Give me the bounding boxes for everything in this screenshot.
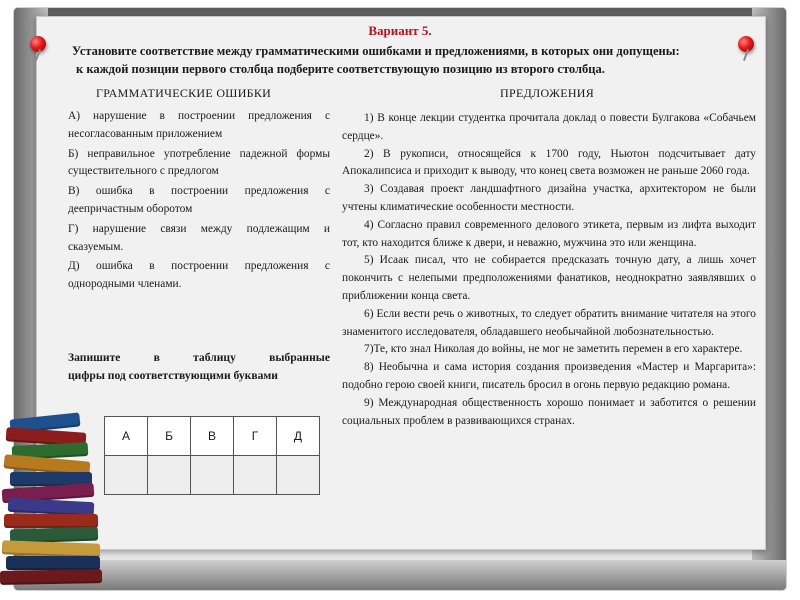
sentence-item: 5) Исаак писал, что не собирается предсказать точную дату, а лишь хочет покончить с нелепыми предположениями фанатиков, неоднократно заявлявших о приближении конца света.	[342, 254, 756, 302]
answer-header-cell: Г	[234, 417, 277, 456]
answer-header-cell: А	[105, 417, 148, 456]
answer-header-cell: В	[191, 417, 234, 456]
answer-header-cell: Д	[277, 417, 320, 456]
instruction-line-1: Запишите в таблицу выбранные	[68, 351, 330, 364]
sentence-item: 1) В конце лекции студентка прочитала доклад о повести Булгакова «Собачьем сердце».	[342, 112, 756, 142]
errors-header: ГРАММАТИЧЕСКИЕ ОШИБКИ	[96, 86, 272, 100]
errors-column	[68, 108, 330, 296]
error-item: Г) нарушение связи между подлежащим и сказуемым.	[68, 222, 330, 253]
answer-header-cell: Б	[148, 417, 191, 456]
sentences-column	[342, 110, 756, 430]
variant-title: Вариант 5.	[368, 23, 432, 38]
book-stack-icon	[0, 412, 112, 596]
answer-table	[104, 416, 320, 495]
answer-cell[interactable]	[191, 456, 234, 495]
sentence-item: 9) Международная общественность хорошо понимает и заботится о решении социальных проблем в развивающихся странах.	[342, 396, 756, 427]
answer-cell[interactable]	[148, 456, 191, 495]
sentence-item: 2) В рукописи, относящейся к 1700 году, Ньютон подсчитывает дату Апокалипсиса и приходит к выводу, что конец света возможен не раньше 2060 года.	[342, 147, 756, 178]
error-item: В) ошибка в построении предложения с деепричастным оборотом	[68, 185, 330, 215]
answer-cell[interactable]	[277, 456, 320, 495]
sentences-header: ПРЕДЛОЖЕНИЯ	[500, 86, 595, 100]
sentence-item: 7)Те, кто знал Николая до войны, не мог не заметить перемен в его характере.	[364, 343, 743, 356]
task-text	[72, 42, 742, 78]
task-line-1: Установите соответствие между грамматическими ошибками и предложениями, в которых они допущены:	[72, 44, 680, 58]
error-item: Б) неправильное употребление падежной формы существительного с предлогом	[68, 147, 330, 178]
instruction-text	[68, 349, 330, 385]
sentence-item: 8) Необычна и сама история создания произведения «Мастер и Маргарита»: подобно герою своей книги, писатель бросил в огонь первую редакцию романа.	[342, 361, 756, 391]
instruction-line-2: цифры под соответствующими буквами	[68, 369, 278, 382]
frame-bottom	[14, 560, 786, 590]
sentence-item: 3) Создавая проект ландшафтного дизайна участка, архитектором не были учтены климатические особенности местности.	[342, 183, 756, 213]
answer-cell[interactable]	[234, 456, 277, 495]
answer-table-value-row	[105, 456, 320, 495]
sentence-item: 6) Если вести речь о животных, то следует обратить внимание читателя на этого знаменитого исследователя, обладавшего необычайной любознательностью.	[342, 307, 756, 338]
error-item: А) нарушение в построении предложения с несогласованным приложением	[68, 110, 330, 140]
task-line-2: к каждой позиции первого столбца подберите соответствующую позицию из второго столбца.	[76, 62, 605, 76]
answer-table-header-row	[105, 417, 320, 456]
error-item: Д) ошибка в построении предложения с однородными членами.	[68, 260, 330, 291]
sentence-item: 4) Согласно правил современного делового этикета, первым из лифта выходит тот, кто находится ближе к двери, и неважно, мужчина это или женщина.	[342, 218, 756, 249]
